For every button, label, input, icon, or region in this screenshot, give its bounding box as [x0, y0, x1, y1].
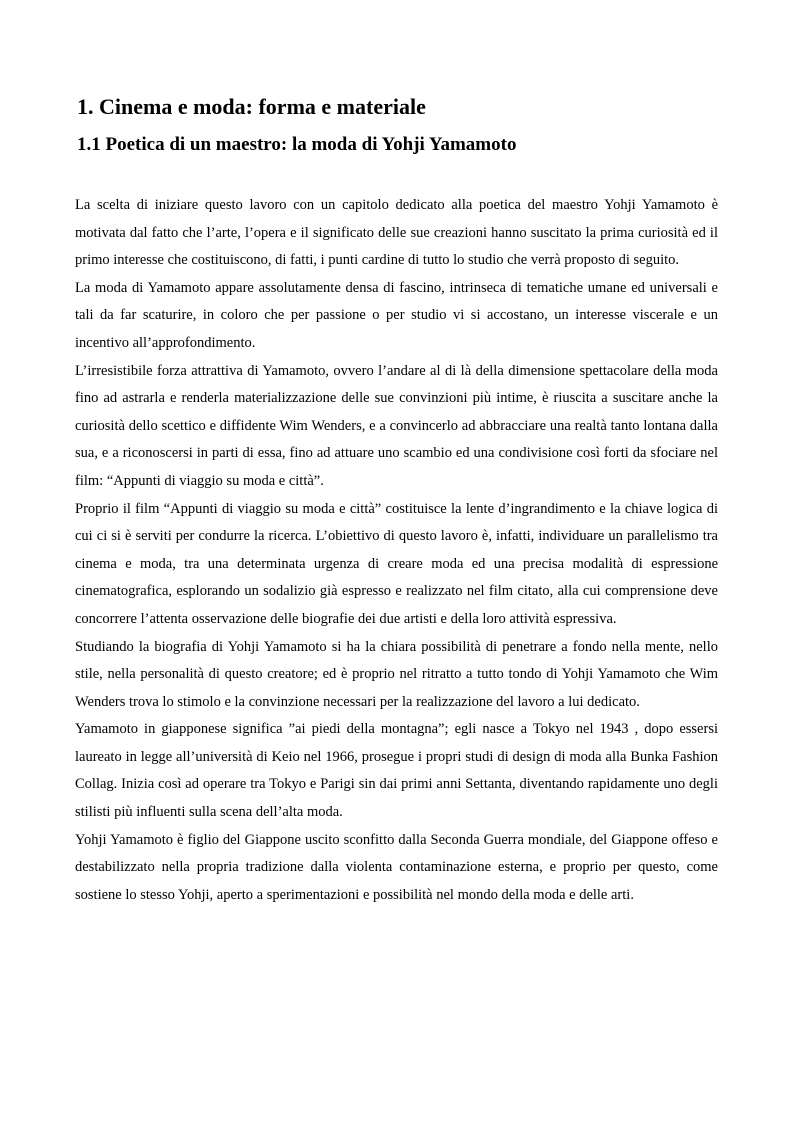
document-page	[75, 92, 718, 909]
paragraph: La scelta di iniziare questo lavoro con un capitolo dedicato alla poetica del maestro Yohji Yamamoto è motivata dal fatto che l’arte, l’opera e il significato delle sue creazioni hanno suscitato la prima curiosità ed il primo interesse che costituiscono, di fatti, i punti cardine di tutto lo studio che verrà proposto di seguito.	[75, 197, 718, 269]
body-text	[75, 192, 718, 909]
paragraph: Studiando la biografia di Yohji Yamamoto si ha la chiara possibilità di penetrare a fondo nella mente, nello stile, nella personalità di questo creatore; ed è proprio nel ritratto a tutto tondo di Yohji Yamamoto che Wim Wenders trova lo stimolo e la convinzione necessari per la realizzazione del lavoro a lui dedicato.	[75, 638, 718, 710]
paragraph: L’irresistibile forza attrattiva di Yamamoto, ovvero l’andare al di là della dimensione spettacolare della moda fino ad astrarla e renderla materializzazione delle sue convinzioni più intime, è riuscita a suscitare anche la curiosità dello scettico e diffidente Wim Wenders, e a convincerlo ad abbracciare una realtà tanto lontana dalla sua, e a riconoscersi in parti di essa, fino ad attuare uno scambio ed una condivisione così forti da sfociare nel film: “Appunti di viaggio su moda e città”.	[75, 362, 718, 489]
section-title: 1.1 Poetica di un maestro: la moda di Yohji Yamamoto	[77, 134, 517, 155]
paragraph: Proprio il film “Appunti di viaggio su moda e città” costituisce la lente d’ingrandimento e la chiave logica di cui ci si è serviti per condurre la ricerca. L’obiettivo di questo lavoro è, infatti, individuare un parallelismo tra cinema e moda, tra una determinata urgenza di creare moda ed una precisa modalità di espressione cinematografica, esplorando un sodalizio già espresso e realizzato nel film citato, alla cui comprensione deve concorrere l’attenta osservazione delle biografie dei due artisti e della loro attività espressiva.	[75, 500, 718, 627]
paragraph: Yohji Yamamoto è figlio del Giappone uscito sconfitto dalla Seconda Guerra mondiale, del Giappone offeso e destabilizzato nella propria tradizione dalla violenta contaminazione esterna, e proprio per questo, come sostiene lo stesso Yohji, aperto a sperimentazioni e possibilità nel mondo della moda e delle arti.	[75, 831, 718, 903]
paragraph: Yamamoto in giapponese significa ”ai piedi della montagna”; egli nasce a Tokyo nel 1943 , dopo essersi laureato in legge all’università di Keio nel 1966, prosegue i propri studi di design di moda alla Bunka Fashion Collag. Inizia così ad operare tra Tokyo e Parigi sin dai primi anni Settanta, diventando rapidamente uno degli stilisti più influenti sulla scena dell’alta moda.	[75, 721, 718, 821]
paragraph: La moda di Yamamoto appare assolutamente densa di fascino, intrinseca di tematiche umane ed universali e tali da far scaturire, in coloro che per passione o per studio vi si accostano, un interesse viscerale e un incentivo all’approfondimento.	[75, 279, 718, 351]
chapter-title: 1. Cinema e moda: forma e materiale	[77, 94, 426, 119]
